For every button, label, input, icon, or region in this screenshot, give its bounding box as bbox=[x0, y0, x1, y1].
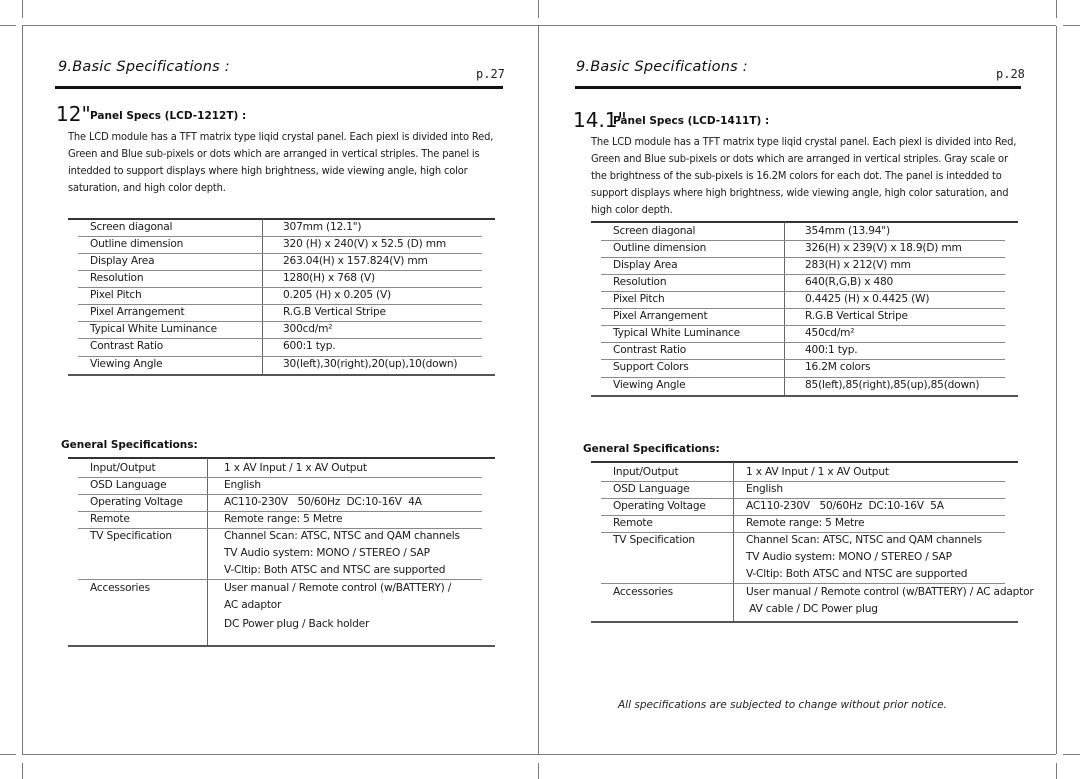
spec-value: 354mm (13.94") bbox=[805, 225, 890, 237]
spec-value: 85(left),85(right),85(up),85(down) bbox=[805, 379, 980, 391]
general-value: TV Audio system: MONO / STEREO / SAP bbox=[224, 547, 430, 559]
panel-description bbox=[591, 133, 1016, 218]
table-column-rule bbox=[262, 219, 263, 375]
spec-value: 307mm (12.1") bbox=[283, 221, 362, 233]
table-column-rule bbox=[733, 462, 734, 622]
spec-value: R.G.B Vertical Stripe bbox=[805, 310, 908, 322]
description-line: support displays where high brightness, wide viewing angle, high color saturation, and bbox=[591, 186, 1009, 199]
description-line: the brightness of the sub-pixels is 16.2M colors for each dot. The panel is intedded to bbox=[591, 169, 1002, 182]
spec-value: 400:1 typ. bbox=[805, 344, 858, 356]
spec-label: Viewing Angle bbox=[90, 358, 163, 370]
general-value: User manual / Remote control (w/BATTERY) / AC adaptor bbox=[746, 586, 1034, 598]
frame-bottom-rule bbox=[0, 754, 16, 755]
frame-right-rule bbox=[1056, 763, 1057, 779]
spec-value: 450cd/m² bbox=[805, 327, 855, 339]
description-line: intedded to support displays where high brightness, wide viewing angle, high color bbox=[68, 164, 468, 177]
general-label: Input/Output bbox=[613, 466, 679, 478]
spec-value: 300cd/m² bbox=[283, 323, 333, 335]
general-value: 1 x AV Input / 1 x AV Output bbox=[224, 462, 367, 474]
general-value: Remote range: 5 Metre bbox=[224, 513, 343, 525]
spec-label: Viewing Angle bbox=[613, 379, 686, 391]
general-label: TV Specification bbox=[90, 530, 172, 542]
spec-value: 640(R,G,B) x 480 bbox=[805, 276, 894, 288]
panel-title: Panel Specs (LCD-1411T) : bbox=[613, 115, 770, 127]
general-label: TV Specification bbox=[613, 534, 695, 546]
header-rule bbox=[55, 86, 503, 89]
frame-left-rule bbox=[22, 763, 23, 779]
general-value: Channel Scan: ATSC, NTSC and QAM channels bbox=[224, 530, 460, 542]
panel-size: 12" bbox=[56, 102, 91, 126]
general-value: AC adaptor bbox=[224, 599, 282, 611]
spec-label: Screen diagonal bbox=[613, 225, 696, 237]
spec-label: Typical White Luminance bbox=[613, 327, 740, 339]
spec-label: Pixel Pitch bbox=[90, 289, 142, 301]
spec-value: 320 (H) x 240(V) x 52.5 (D) mm bbox=[283, 238, 446, 250]
frame-left-rule bbox=[22, 26, 23, 754]
spec-label: Outline dimension bbox=[613, 242, 707, 254]
frame-spine-rule bbox=[538, 0, 539, 18]
general-value: 1 x AV Input / 1 x AV Output bbox=[746, 466, 889, 478]
general-value: Remote range: 5 Metre bbox=[746, 517, 865, 529]
spec-label: Pixel Arrangement bbox=[613, 310, 708, 322]
panel-title: Panel Specs (LCD-1212T) : bbox=[90, 110, 247, 122]
spec-label: Pixel Arrangement bbox=[90, 306, 185, 318]
frame-right-rule bbox=[1056, 0, 1057, 18]
page-number: p.28 bbox=[996, 67, 1025, 81]
page-number: p.27 bbox=[476, 67, 505, 81]
spec-value: 0.4425 (H) x 0.4425 (W) bbox=[805, 293, 930, 305]
general-value: User manual / Remote control (w/BATTERY) / bbox=[224, 582, 452, 594]
table-bottom-rule bbox=[591, 395, 1018, 397]
general-label: OSD Language bbox=[90, 479, 167, 491]
general-value: TV Audio system: MONO / STEREO / SAP bbox=[746, 551, 952, 563]
spec-value: 30(left),30(right),20(up),10(down) bbox=[283, 358, 458, 370]
spec-label: Display Area bbox=[90, 255, 155, 267]
table-bottom-rule bbox=[591, 621, 1018, 623]
table-column-rule bbox=[207, 458, 208, 646]
spec-label: Support Colors bbox=[613, 361, 689, 373]
general-label: Operating Voltage bbox=[90, 496, 183, 508]
spec-value: 1280(H) x 768 (V) bbox=[283, 272, 375, 284]
frame-bottom-rule bbox=[22, 754, 1056, 755]
frame-top-rule bbox=[1063, 25, 1080, 26]
table-bottom-rule bbox=[68, 374, 495, 376]
page-header-title: 9.Basic Specifications : bbox=[576, 59, 748, 75]
frame-left-rule bbox=[22, 0, 23, 18]
description-line: high color depth. bbox=[591, 203, 673, 216]
spec-label: Contrast Ratio bbox=[90, 340, 164, 352]
general-value: English bbox=[746, 483, 783, 495]
spec-label: Outline dimension bbox=[90, 238, 184, 250]
general-label: Remote bbox=[90, 513, 130, 525]
description-line: saturation, and high color depth. bbox=[68, 181, 226, 194]
table-top-rule bbox=[68, 457, 495, 459]
spec-label: Resolution bbox=[90, 272, 144, 284]
general-label: OSD Language bbox=[613, 483, 690, 495]
spec-value: 0.205 (H) x 0.205 (V) bbox=[283, 289, 391, 301]
spec-label: Pixel Pitch bbox=[613, 293, 665, 305]
spec-value: 326(H) x 239(V) x 18.9(D) mm bbox=[805, 242, 962, 254]
spec-label: Contrast Ratio bbox=[613, 344, 687, 356]
spec-value: 263.04(H) x 157.824(V) mm bbox=[283, 255, 428, 267]
frame-bottom-rule bbox=[1063, 754, 1080, 755]
general-label: Operating Voltage bbox=[613, 500, 706, 512]
general-value: English bbox=[224, 479, 261, 491]
spec-value: R.G.B Vertical Stripe bbox=[283, 306, 386, 318]
general-value: V-Cltip: Both ATSC and NTSC are supported bbox=[746, 568, 968, 580]
panel-size: 14.1" bbox=[573, 108, 627, 132]
description-line: The LCD module has a TFT matrix type liqid crystal panel. Each piexl is divided into Red, bbox=[591, 135, 1017, 148]
general-value: V-Cltip: Both ATSC and NTSC are supported bbox=[224, 564, 446, 576]
general-specs-title: General Specifications: bbox=[61, 439, 198, 451]
frame-spine-rule bbox=[538, 763, 539, 779]
general-value: AC110-230V 50/60Hz DC:10-16V 4A bbox=[224, 496, 422, 508]
general-value: AV cable / DC Power plug bbox=[746, 603, 878, 615]
frame-spine-rule bbox=[538, 26, 539, 754]
general-label: Remote bbox=[613, 517, 653, 529]
disclaimer-footnote: All specifications are subjected to change without prior notice. bbox=[618, 699, 947, 711]
general-value: DC Power plug / Back holder bbox=[224, 618, 370, 630]
frame-right-rule bbox=[1056, 26, 1057, 754]
page-header-title: 9.Basic Specifications : bbox=[58, 59, 230, 75]
spec-label: Display Area bbox=[613, 259, 678, 271]
description-line: Green and Blue sub-pixels or dots which are arranged in vertical striples. The panel is bbox=[68, 147, 480, 160]
table-bottom-rule bbox=[68, 645, 495, 647]
table-top-rule bbox=[591, 461, 1018, 463]
general-value: Channel Scan: ATSC, NTSC and QAM channels bbox=[746, 534, 982, 546]
spec-label: Resolution bbox=[613, 276, 667, 288]
general-label: Input/Output bbox=[90, 462, 156, 474]
panel-description bbox=[68, 128, 493, 196]
general-value: AC110-230V 50/60Hz DC:10-16V 5A bbox=[746, 500, 944, 512]
spec-label: Typical White Luminance bbox=[90, 323, 217, 335]
description-line: Green and Blue sub-pixels or dots which are arranged in vertical striples. Gray scale or bbox=[591, 152, 1008, 165]
spec-value: 600:1 typ. bbox=[283, 340, 336, 352]
spec-value: 283(H) x 212(V) mm bbox=[805, 259, 911, 271]
spec-label: Screen diagonal bbox=[90, 221, 173, 233]
spec-value: 16.2M colors bbox=[805, 361, 871, 373]
header-rule bbox=[575, 86, 1021, 89]
general-label: Accessories bbox=[90, 582, 150, 594]
frame-top-rule bbox=[22, 25, 1056, 26]
frame-top-rule bbox=[0, 25, 16, 26]
general-specs-title: General Specifications: bbox=[583, 443, 720, 455]
description-line: The LCD module has a TFT matrix type liqid crystal panel. Each piexl is divided into Red, bbox=[68, 130, 494, 143]
general-label: Accessories bbox=[613, 586, 673, 598]
